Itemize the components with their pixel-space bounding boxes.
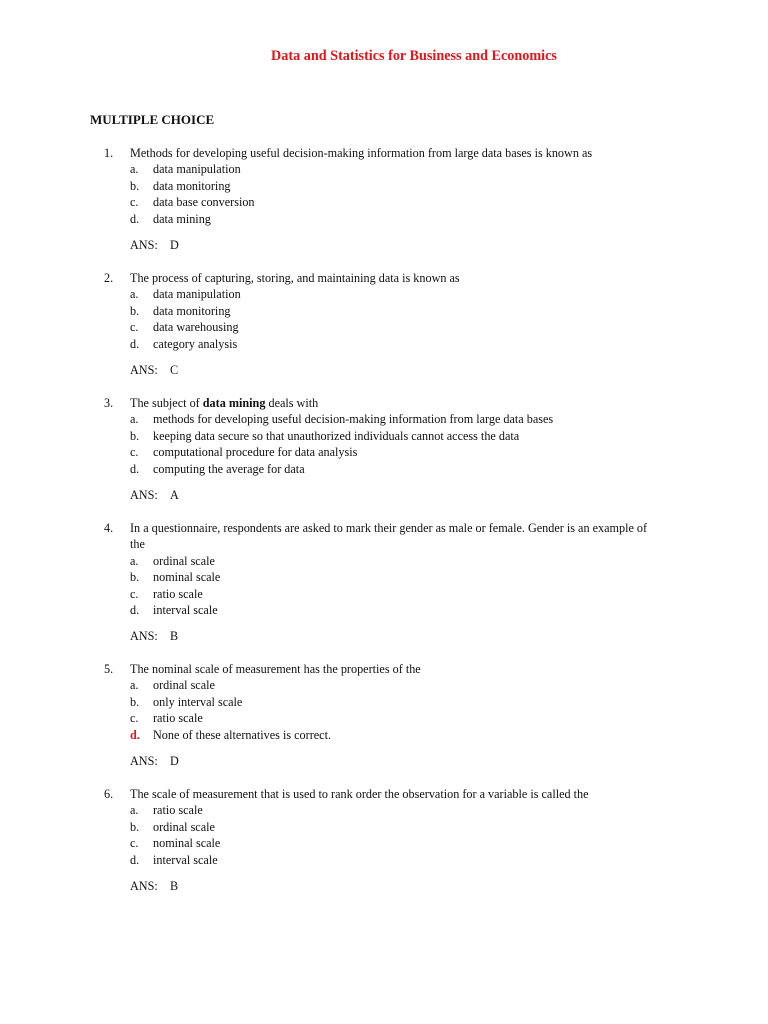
option-text: data manipulation: [153, 287, 241, 302]
option-text: ordinal scale: [153, 819, 215, 834]
option-text: data manipulation: [153, 162, 241, 177]
option-list: [130, 286, 664, 352]
option-letter: a.: [130, 678, 139, 693]
option-c: [130, 835, 664, 851]
question-text: The scale of measurement that is used to rank order the observation for a variable is called the: [130, 787, 589, 801]
question-stem: [104, 395, 664, 411]
option-text: data base conversion: [153, 195, 255, 210]
option-a: [130, 677, 664, 693]
option-d: [130, 727, 664, 743]
option-text: data warehousing: [153, 320, 239, 335]
option-list: [130, 802, 664, 868]
option-a: [130, 802, 664, 818]
option-text: computational procedure for data analysis: [153, 445, 358, 460]
question-number: 6.: [104, 787, 114, 801]
option-list: [130, 677, 664, 743]
option-letter: c.: [130, 586, 139, 601]
answer-label: ANS:: [130, 488, 158, 503]
option-d: [130, 852, 664, 868]
option-letter: b.: [130, 303, 140, 318]
option-b: [130, 569, 664, 585]
question-2: [104, 270, 664, 378]
option-d: [130, 461, 664, 477]
answer-label: ANS:: [130, 879, 158, 894]
question-number: 2.: [104, 271, 114, 285]
option-letter: a.: [130, 553, 139, 568]
answer-value: C: [170, 363, 179, 378]
option-c: [130, 586, 664, 602]
answer-label: ANS:: [130, 629, 158, 644]
option-b: [130, 178, 664, 194]
answer-line: [130, 487, 664, 503]
option-letter: d.: [130, 336, 140, 351]
option-list: [130, 161, 664, 227]
option-letter: c.: [130, 445, 139, 460]
option-text: data monitoring: [153, 178, 231, 193]
option-c: [130, 319, 664, 335]
option-text: ordinal scale: [153, 553, 215, 568]
option-letter: c.: [130, 320, 139, 335]
option-text: nominal scale: [153, 836, 221, 851]
option-b: [130, 303, 664, 319]
option-letter-highlighted: d.: [130, 727, 140, 742]
option-d: [130, 602, 664, 618]
question-4: [104, 520, 664, 645]
option-letter: a.: [130, 287, 139, 302]
answer-label: ANS:: [130, 363, 158, 378]
question-stem: [104, 145, 664, 161]
question-stem: [104, 520, 664, 553]
answer-line: [130, 362, 664, 378]
document-title: Data and Statistics for Business and Economics: [271, 48, 557, 64]
answer-value: B: [170, 879, 179, 894]
question-text: Methods for developing useful decision-making information from large data bases is known as: [130, 146, 593, 160]
option-letter: c.: [130, 711, 139, 726]
option-text: interval scale: [153, 852, 218, 867]
option-text: data monitoring: [153, 303, 231, 318]
question-text: In a questionnaire, respondents are asked to mark their gender as male or female. Gender is an example of the: [130, 521, 648, 552]
option-c: [130, 444, 664, 460]
option-letter: c.: [130, 836, 139, 851]
option-letter: a.: [130, 803, 139, 818]
option-letter: d.: [130, 603, 140, 618]
question-1: [104, 145, 664, 253]
option-letter: d.: [130, 852, 140, 867]
option-d: [130, 336, 664, 352]
answer-line: [130, 628, 664, 644]
option-text: methods for developing useful decision-making information from large data bases: [153, 412, 554, 427]
option-letter: d.: [130, 211, 140, 226]
option-a: [130, 286, 664, 302]
option-text: ratio scale: [153, 586, 203, 601]
option-text: ratio scale: [153, 711, 203, 726]
question-number: 5.: [104, 662, 114, 676]
option-letter: b.: [130, 570, 140, 585]
question-text-bold-term: data mining: [202, 396, 266, 410]
question-stem: [104, 270, 664, 286]
option-letter: b.: [130, 819, 140, 834]
question-text-before: The subject of: [130, 396, 203, 410]
answer-label: ANS:: [130, 238, 158, 253]
option-text: None of these alternatives is correct.: [153, 727, 331, 742]
option-text: ordinal scale: [153, 678, 215, 693]
answer-value: B: [170, 629, 179, 644]
option-letter: b.: [130, 428, 140, 443]
answer-line: [130, 753, 664, 769]
section-heading: MULTIPLE CHOICE: [90, 112, 215, 127]
option-text: keeping data secure so that unauthorized individuals cannot access the data: [153, 428, 520, 443]
option-letter: a.: [130, 162, 139, 177]
option-letter: a.: [130, 412, 139, 427]
option-b: [130, 694, 664, 710]
question-5: [104, 661, 664, 769]
option-text: only interval scale: [153, 694, 243, 709]
answer-line: [130, 237, 664, 253]
question-text-after: deals with: [265, 396, 319, 410]
option-d: [130, 211, 664, 227]
option-text: category analysis: [153, 336, 238, 351]
option-letter: c.: [130, 195, 139, 210]
answer-line: [130, 878, 664, 894]
option-text: ratio scale: [153, 803, 203, 818]
option-letter: d.: [130, 461, 140, 476]
question-number: 3.: [104, 396, 114, 410]
question-number: 4.: [104, 521, 114, 535]
option-list: [130, 411, 664, 477]
option-text: data mining: [153, 211, 211, 226]
answer-value: A: [170, 488, 179, 503]
question-6: [104, 786, 664, 894]
question-stem: [104, 786, 664, 802]
option-list: [130, 553, 664, 619]
option-letter: b.: [130, 694, 140, 709]
question-number: 1.: [104, 146, 114, 160]
option-letter: b.: [130, 178, 140, 193]
option-c: [130, 710, 664, 726]
option-a: [130, 553, 664, 569]
option-text: interval scale: [153, 603, 218, 618]
answer-value: D: [170, 238, 179, 253]
answer-label: ANS:: [130, 754, 158, 769]
option-b: [130, 819, 664, 835]
question-text: The process of capturing, storing, and maintaining data is known as: [130, 271, 460, 285]
question-text: The nominal scale of measurement has the properties of the: [130, 662, 421, 676]
option-text: computing the average for data: [153, 461, 305, 476]
option-a: [130, 161, 664, 177]
answer-value: D: [170, 754, 179, 769]
option-a: [130, 411, 664, 427]
question-stem: [104, 661, 664, 677]
question-3: [104, 395, 664, 503]
option-c: [130, 194, 664, 210]
question-text: [130, 395, 664, 411]
option-b: [130, 428, 664, 444]
option-text: nominal scale: [153, 570, 221, 585]
